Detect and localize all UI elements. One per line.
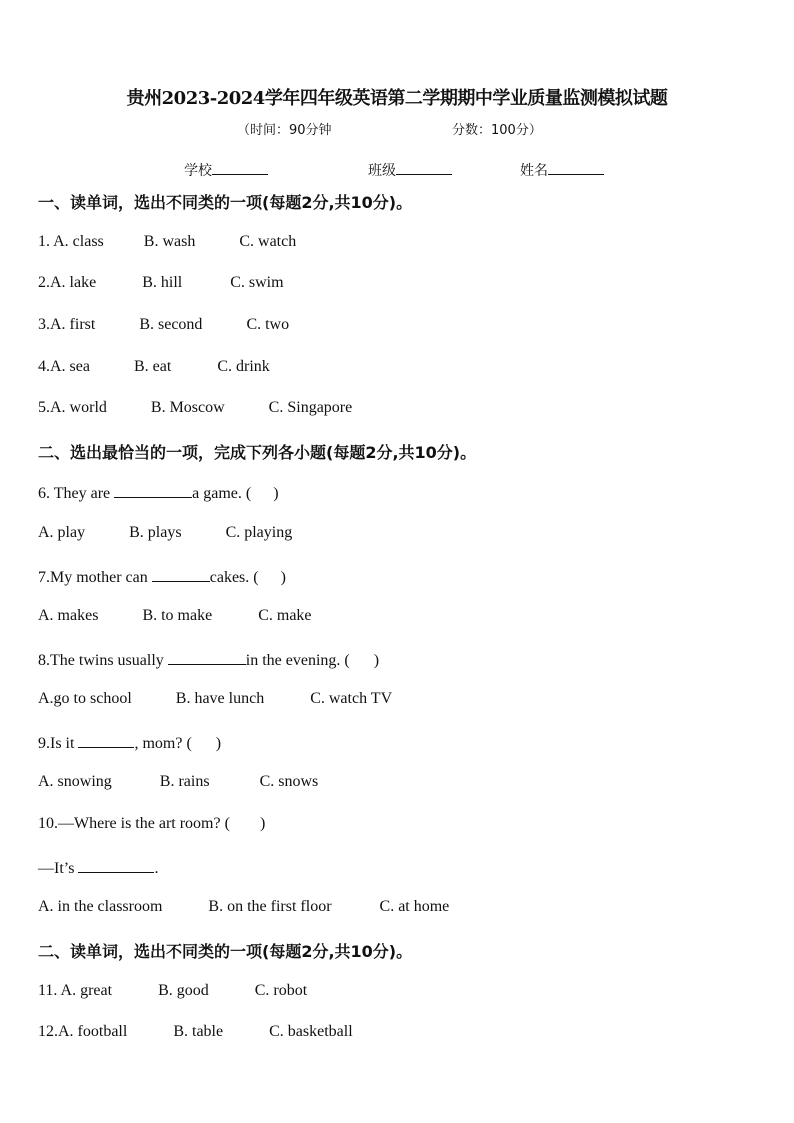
question-text: cakes. ( — [209, 569, 259, 586]
question-text: 9.Is it — [38, 735, 79, 752]
answer-blank[interactable] — [152, 566, 210, 582]
section-heading-2: 二、选出最恰当的一项，完成下列各小题(每题2分,共10分)。 — [38, 443, 477, 462]
school-label: 学校 — [184, 163, 212, 179]
question-10 — [38, 815, 265, 833]
option-a: 3.A. first — [38, 316, 96, 333]
question-text: 8.The twins usually — [38, 652, 168, 669]
option-c: C. playing — [225, 524, 293, 541]
option-b: B. plays — [129, 524, 182, 541]
option-c: C. at home — [379, 898, 450, 915]
question-8-options — [38, 690, 392, 708]
option-b: B. good — [158, 982, 209, 999]
option-b: B. Moscow — [150, 399, 225, 416]
class-label: 班级 — [368, 163, 396, 179]
option-c: C. two — [246, 316, 290, 333]
answer-blank[interactable] — [114, 482, 192, 498]
option-a: 12.A. football — [38, 1023, 128, 1040]
question-7-options — [38, 607, 312, 625]
option-a: 4.A. sea — [38, 358, 90, 375]
paren-close: ) — [280, 569, 286, 586]
option-c: C. basketball — [269, 1023, 353, 1040]
option-b: B. on the first floor — [208, 898, 332, 915]
option-c: C. drink — [217, 358, 270, 375]
option-b: B. table — [173, 1023, 224, 1040]
page-title: 贵州2023-2024学年四年级英语第二学期期中学业质量监测模拟试题 — [126, 88, 668, 109]
option-a: A. play — [38, 524, 86, 541]
question-12 — [38, 1023, 353, 1041]
question-3 — [38, 316, 289, 334]
question-text: 6. They are — [38, 485, 115, 502]
option-a: 1. A. class — [38, 233, 104, 250]
name-label: 姓名 — [520, 163, 548, 179]
question-4 — [38, 358, 270, 376]
question-text: in the evening. ( — [245, 652, 350, 669]
option-a: 5.A. world — [38, 399, 107, 416]
question-text: 10.—Where is the art room? ( — [38, 815, 230, 832]
question-9-options — [38, 773, 318, 791]
question-8 — [38, 649, 379, 670]
question-7 — [38, 566, 286, 587]
reply-text: —It’s — [38, 860, 79, 877]
option-a: A. makes — [38, 607, 99, 624]
question-6 — [38, 482, 279, 503]
reply-end: . — [154, 860, 159, 877]
section-heading-3: 二、读单词，选出不同类的一项(每题2分,共10分)。 — [38, 942, 413, 961]
option-b: B. hill — [142, 274, 183, 291]
question-11 — [38, 982, 307, 1000]
question-5 — [38, 399, 352, 417]
exam-score: 分数：100分） — [452, 123, 542, 138]
option-a: A. in the classroom — [38, 898, 163, 915]
option-b: B. rains — [159, 773, 210, 790]
option-c: C. make — [258, 607, 312, 624]
option-a: A.go to school — [38, 690, 132, 707]
question-9 — [38, 732, 221, 753]
name-blank[interactable] — [548, 160, 604, 175]
option-c: C. snows — [259, 773, 319, 790]
question-text: , mom? ( — [134, 735, 192, 752]
option-b: B. have lunch — [175, 690, 265, 707]
option-c: C. watch — [239, 233, 297, 250]
option-a: 11. A. great — [38, 982, 113, 999]
exam-time: （时间：90分钟 — [237, 123, 332, 138]
question-text: 7.My mother can — [38, 569, 152, 586]
paren-close: ) — [373, 652, 380, 669]
answer-blank[interactable] — [78, 732, 134, 748]
question-6-options — [38, 524, 292, 542]
answer-blank[interactable] — [78, 857, 154, 873]
section-heading-1: 一、读单词，选出不同类的一项(每题2分,共10分)。 — [38, 193, 413, 212]
name-field — [520, 160, 604, 180]
paren-close: ) — [259, 815, 266, 832]
answer-blank[interactable] — [168, 649, 246, 665]
option-a: 2.A. lake — [38, 274, 97, 291]
option-b: B. wash — [143, 233, 196, 250]
option-c: C. robot — [254, 982, 308, 999]
option-c: C. swim — [230, 274, 284, 291]
school-blank[interactable] — [212, 160, 268, 175]
option-a: A. snowing — [38, 773, 112, 790]
question-2 — [38, 274, 284, 292]
paren-close: ) — [273, 485, 279, 502]
question-text: a game. ( — [192, 485, 252, 502]
option-b: B. second — [139, 316, 203, 333]
school-field — [184, 160, 268, 180]
option-b: B. to make — [142, 607, 213, 624]
class-field — [368, 160, 452, 180]
paren-close: ) — [215, 735, 222, 752]
question-10-reply — [38, 857, 158, 878]
question-1 — [38, 233, 296, 251]
question-10-options — [38, 898, 449, 916]
class-blank[interactable] — [396, 160, 452, 175]
option-c: C. watch TV — [310, 690, 393, 707]
option-b: B. eat — [133, 358, 172, 375]
option-c: C. Singapore — [268, 399, 353, 416]
